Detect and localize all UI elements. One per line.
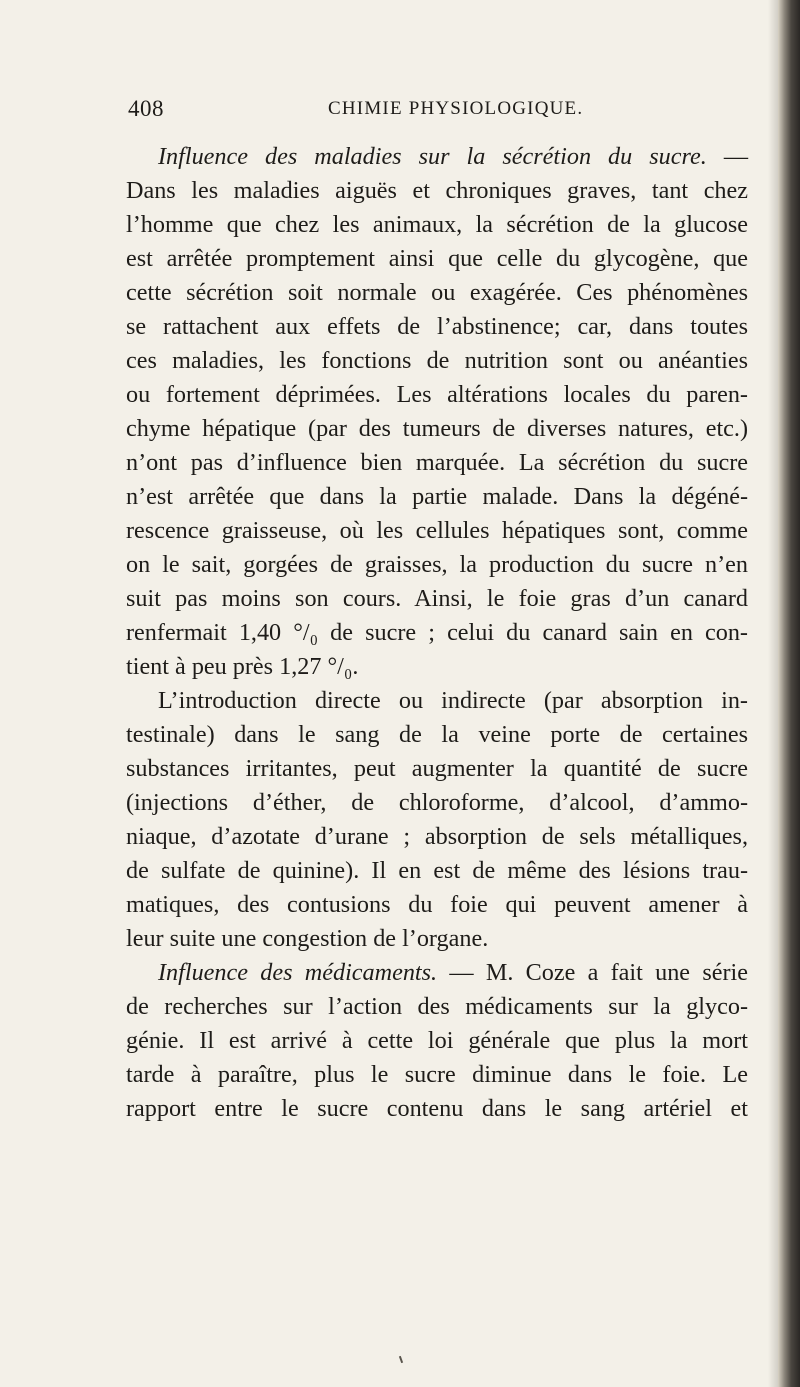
text-line: matiques, des contusions du foie qui peuvent amener à [126, 891, 748, 918]
page-edge [778, 0, 800, 1387]
binding-shadow [768, 0, 778, 1387]
text-line: tient à peu près 1,27 °/₀. [126, 653, 359, 680]
text-line: (injections d’éther, de chloroforme, d’alcool, d’ammo- [126, 789, 748, 816]
text-line: cette sécrétion soit normale ou exagérée. Ces phénomènes [126, 279, 748, 306]
text-line: se rattachent aux effets de l’abstinence; car, dans toutes [126, 313, 748, 340]
section-heading-maladies: Influence des maladies sur la sécrétion du sucre. [158, 143, 707, 170]
text-line: niaque, d’azotate d’urane ; absorption de sels métalliques, [126, 823, 748, 850]
text-line: l’homme que chez les animaux, la sécrétion de la glucose [126, 211, 748, 238]
text-line: de sulfate de quinine). Il en est de même des lésions trau- [126, 857, 748, 884]
text-line: n’ont pas d’influence bien marquée. La sécrétion du sucre [126, 449, 748, 476]
ink-speck [399, 1356, 403, 1363]
heading-dash: — [706, 143, 748, 170]
text-line: n’est arrêtée que dans la partie malade. Dans la dégéné- [126, 483, 748, 510]
text-line: rapport entre le sucre contenu dans le sang artériel et [126, 1095, 748, 1122]
text-line: génie. Il est arrivé à cette loi générale que plus la mort [126, 1027, 748, 1054]
text-line: ou fortement déprimées. Les altérations locales du paren- [126, 381, 748, 408]
page-number: 408 [128, 96, 164, 121]
text-line: de recherches sur l’action des médicaments sur la glyco- [126, 993, 748, 1020]
text-line: tarde à paraître, plus le sucre diminue dans le foie. Le [126, 1061, 748, 1088]
running-title: CHIMIE PHYSIOLOGIQUE. [328, 98, 584, 119]
section-heading-medicaments: Influence des médicaments. [158, 959, 438, 986]
text-line: chyme hépatique (par des tumeurs de diverses natures, etc.) [126, 415, 748, 442]
text-line: testinale) dans le sang de la veine porte de certaines [126, 721, 748, 748]
text-line: suit pas moins son cours. Ainsi, le foie gras d’un canard [126, 585, 748, 612]
text-line: Dans les maladies aiguës et chroniques graves, tant chez [126, 177, 748, 204]
body-text [126, 140, 748, 1126]
text-line: substances irritantes, peut augmenter la quantité de sucre [126, 755, 748, 782]
text-line: renfermait 1,40 °/₀ de sucre ; celui du canard sain en con- [126, 619, 748, 646]
paragraph-3-heading-line [126, 956, 748, 990]
text-line: est arrêtée promptement ainsi que celle du glycogène, que [126, 245, 748, 272]
text-line: ces maladies, les fonctions de nutrition sont ou anéanties [126, 347, 748, 374]
text-line: leur suite une congestion de l’organe. [126, 925, 489, 952]
heading-continuation: — M. Coze a fait une série [437, 959, 748, 986]
text-line: on le sait, gorgées de graisses, la production du sucre n’en [126, 551, 748, 578]
text-line: L’introduction directe ou indirecte (par absorption in- [158, 687, 748, 714]
paragraph-1-heading-line [126, 140, 748, 174]
running-header [128, 96, 748, 130]
text-line: rescence graisseuse, où les cellules hépatiques sont, comme [126, 517, 748, 544]
